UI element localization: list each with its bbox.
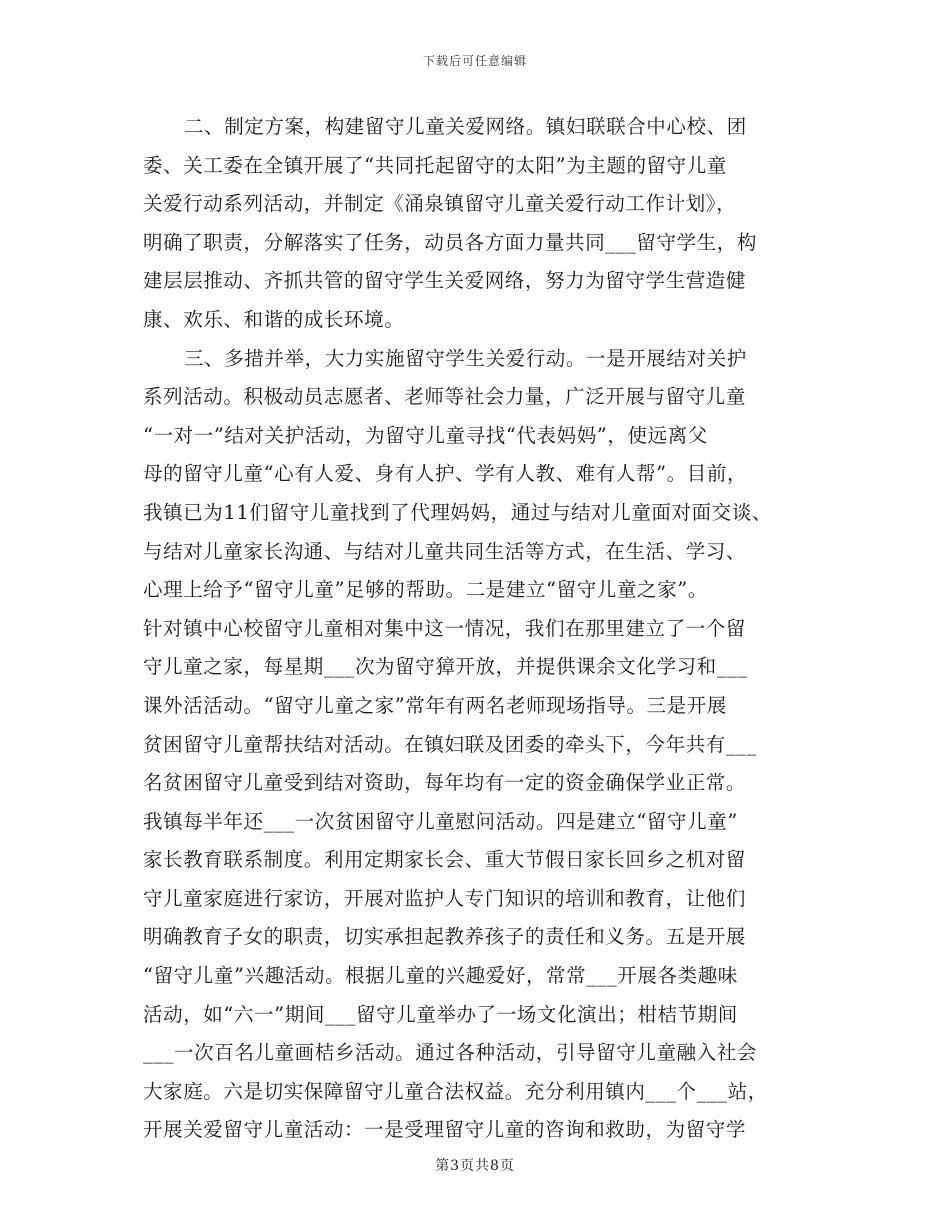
paragraph-line: ___一次百名儿童画桔乡活动。通过各种活动，引导留守儿童融入社会 (143, 1041, 757, 1065)
paragraph-line: 守儿童之家，每星期___次为留守獐开放，并提供课余文化学习和___ (143, 655, 748, 679)
paragraph-line: 康、欢乐、和谐的成长环境。 (143, 307, 405, 331)
paragraph-line: 二、制定方案，构建留守儿童关爱网络。镇妇联联合中心校、团 (184, 115, 747, 138)
paragraph-line: 母的留守儿童“心有人爱、身有人护、学有人教、难有人帮”。目前， (143, 462, 748, 486)
paragraph-line: 明确教育子女的职责，切实承担起教养孩子的责任和义务。五是开展 (143, 925, 747, 949)
paragraph-line: 与结对儿童家长沟通、与结对儿童共同生活等方式，在生活、学习、 (143, 539, 747, 563)
paragraph-line: 守儿童家庭进行家访，开展对监护人专门知识的培训和教育，让他们 (143, 886, 747, 910)
paragraph-line: 明确了职责，分解落实了任务，动员各方面力量共同___留守学生，构 (143, 230, 757, 254)
paragraph-line: “一对一”结对关护活动，为留守儿童寻找“代表妈妈”，使远离父 (143, 423, 708, 447)
paragraph-line: 活动，如“六一”期间___留守儿童举办了一场文化演出；柑桔节期间 (143, 1002, 738, 1026)
paragraph-line: 开展关爱留守儿童活动：一是受理留守儿童的咨询和救助，为留守学 (143, 1118, 747, 1142)
paragraph-line: “留守儿童”兴趣活动。根据儿童的兴趣爱好，常常___开展各类趣味 (143, 964, 738, 988)
document-body (143, 108, 813, 1150)
paragraph-line: 系列活动。积极动员志愿者、老师等社会力量，广泛开展与留守儿童 (143, 385, 747, 409)
paragraph-line: 我镇每半年还___一次贫困留守儿童慰问活动。四是建立“留守儿童” (143, 809, 738, 833)
paragraph-line: 名贫困留守儿童受到结对资助，每年均有一定的资金确保学业正常。 (143, 771, 747, 795)
paragraph-line: 贫困留守儿童帮扶结对活动。在镇妇联及团委的牵头下，今年共有___ (143, 732, 757, 756)
page-number: 第3页共8页 (435, 1158, 515, 1174)
paragraph-line: 大家庭。六是切实保障留守儿童合法权益。充分利用镇内___个___站， (143, 1079, 768, 1103)
paragraph-line: 课外活活动。“留守儿童之家”常年有两名老师现场指导。三是开展 (143, 693, 727, 717)
paragraph-line: 委、关工委在全镇开展了“共同托起留守的太阳”为主题的留守儿童 (143, 153, 727, 177)
paragraph-line: 我镇已为11们留守儿童找到了代理妈妈，通过与结对儿童面对面交谈、 (143, 500, 773, 524)
paragraph-line: 心理上给予“留守儿童”足够的帮助。二是建立“留守儿童之家”。 (143, 578, 708, 602)
paragraph-line: 家长教育联系制度。利用定期家长会、重大节假日家长回乡之机对留 (143, 848, 747, 872)
paragraph-line: 针对镇中心校留守儿童相对集中这一情况，我们在那里建立了一个留 (143, 616, 747, 640)
paragraph-line: 关爱行动系列活动，并制定《涌泉镇留守儿童关爱行动工作计划》， (143, 192, 737, 216)
paragraph-line: 建层层推动、齐抓共管的留守学生关爱网络，努力为留守学生营造健 (143, 269, 747, 293)
paragraph-line: 三、多措并举，大力实施留守学生关爱行动。一是开展结对关护 (184, 346, 747, 370)
page-header: 下载后可任意编辑 (422, 54, 527, 68)
